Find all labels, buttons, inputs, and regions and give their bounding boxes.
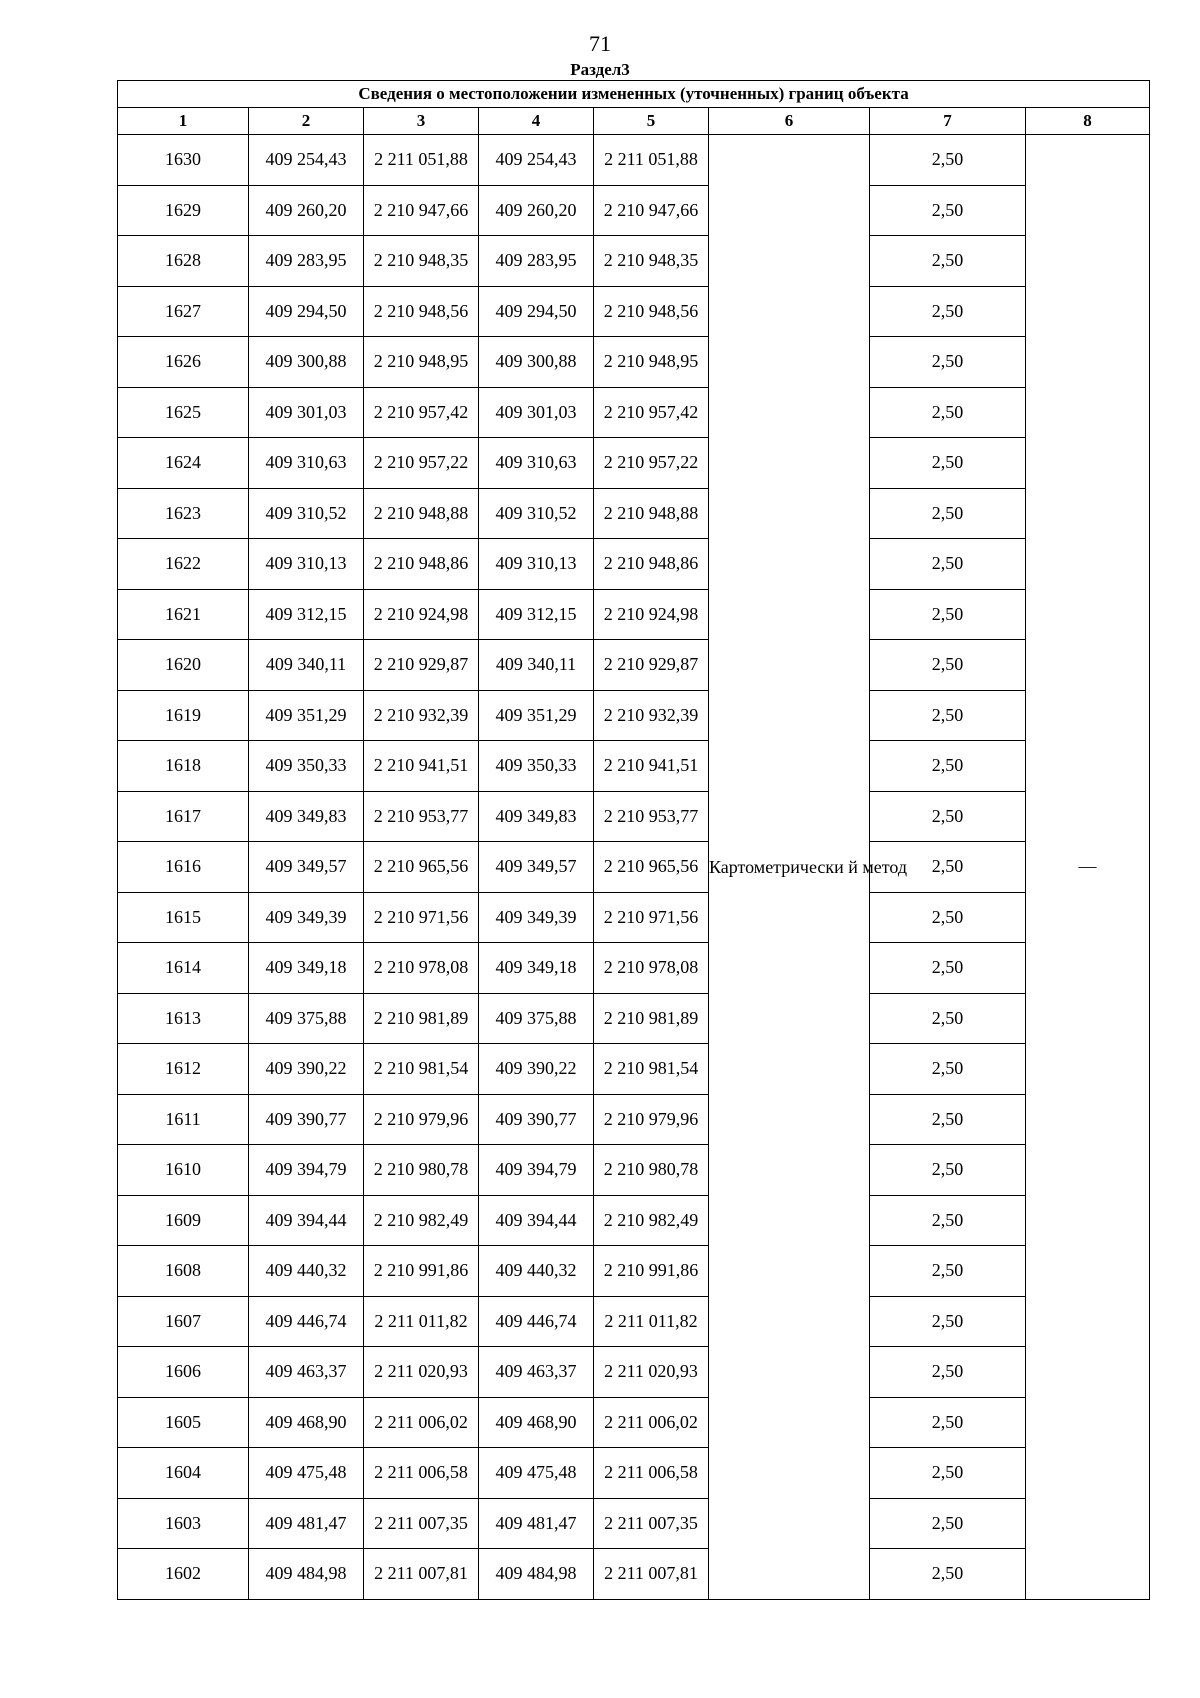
- accuracy-cell: 2,50: [870, 1397, 1026, 1448]
- y-coordinate-refined-cell: 2 211 006,58: [594, 1448, 709, 1499]
- x-coordinate-refined-cell: 409 310,52: [479, 488, 594, 539]
- x-coordinate-refined-cell: 409 349,83: [479, 791, 594, 842]
- column-number-1: 1: [118, 108, 249, 135]
- y-coordinate-refined-cell: 2 210 948,56: [594, 286, 709, 337]
- x-coordinate-cell: 409 475,48: [249, 1448, 364, 1499]
- x-coordinate-refined-cell: 409 468,90: [479, 1397, 594, 1448]
- table-row: [118, 1347, 1150, 1398]
- y-coordinate-cell: 2 210 941,51: [364, 741, 479, 792]
- accuracy-cell: 2,50: [870, 1145, 1026, 1196]
- accuracy-cell: 2,50: [870, 1246, 1026, 1297]
- x-coordinate-refined-cell: 409 390,77: [479, 1094, 594, 1145]
- y-coordinate-refined-cell: 2 210 948,35: [594, 236, 709, 287]
- point-number-cell: 1602: [118, 1549, 249, 1600]
- table-row: [118, 741, 1150, 792]
- table-caption: Сведения о местоположении измененных (уточненных) границ объекта: [118, 81, 1150, 108]
- table-row: [118, 337, 1150, 388]
- x-coordinate-refined-cell: 409 283,95: [479, 236, 594, 287]
- accuracy-cell: 2,50: [870, 1195, 1026, 1246]
- point-number-cell: 1615: [118, 892, 249, 943]
- point-number-cell: 1630: [118, 135, 249, 186]
- y-coordinate-refined-cell: 2 210 953,77: [594, 791, 709, 842]
- x-coordinate-cell: 409 340,11: [249, 640, 364, 691]
- accuracy-cell: 2,50: [870, 1296, 1026, 1347]
- table-row: [118, 1448, 1150, 1499]
- point-number-cell: 1627: [118, 286, 249, 337]
- accuracy-cell: 2,50: [870, 640, 1026, 691]
- accuracy-cell: 2,50: [870, 337, 1026, 388]
- table-body: [118, 135, 1150, 1600]
- y-coordinate-cell: 2 210 957,22: [364, 438, 479, 489]
- column-number-5: 5: [594, 108, 709, 135]
- point-number-cell: 1604: [118, 1448, 249, 1499]
- point-number-cell: 1624: [118, 438, 249, 489]
- point-number-cell: 1609: [118, 1195, 249, 1246]
- table-row: [118, 1549, 1150, 1600]
- page-number: 71: [589, 31, 611, 56]
- y-coordinate-cell: 2 210 981,89: [364, 993, 479, 1044]
- x-coordinate-cell: 409 312,15: [249, 589, 364, 640]
- x-coordinate-cell: 409 468,90: [249, 1397, 364, 1448]
- table-row: [118, 185, 1150, 236]
- table-row: [118, 1145, 1150, 1196]
- accuracy-cell: 2,50: [870, 943, 1026, 994]
- accuracy-cell: 2,50: [870, 135, 1026, 186]
- y-coordinate-refined-cell: 2 210 957,22: [594, 438, 709, 489]
- table-row: [118, 1094, 1150, 1145]
- x-coordinate-cell: 409 294,50: [249, 286, 364, 337]
- column-number-8: 8: [1026, 108, 1150, 135]
- accuracy-cell: 2,50: [870, 1549, 1026, 1600]
- table-row: [118, 943, 1150, 994]
- y-coordinate-cell: 2 210 979,96: [364, 1094, 479, 1145]
- y-coordinate-cell: 2 210 947,66: [364, 185, 479, 236]
- y-coordinate-refined-cell: 2 210 971,56: [594, 892, 709, 943]
- accuracy-cell: 2,50: [870, 438, 1026, 489]
- x-coordinate-refined-cell: 409 300,88: [479, 337, 594, 388]
- x-coordinate-cell: 409 440,32: [249, 1246, 364, 1297]
- y-coordinate-refined-cell: 2 211 007,81: [594, 1549, 709, 1600]
- x-coordinate-refined-cell: 409 312,15: [479, 589, 594, 640]
- accuracy-cell: 2,50: [870, 791, 1026, 842]
- point-number-cell: 1625: [118, 387, 249, 438]
- y-coordinate-cell: 2 211 006,58: [364, 1448, 479, 1499]
- x-coordinate-refined-cell: 409 349,39: [479, 892, 594, 943]
- accuracy-cell: 2,50: [870, 236, 1026, 287]
- y-coordinate-cell: 2 210 981,54: [364, 1044, 479, 1095]
- y-coordinate-refined-cell: 2 210 979,96: [594, 1094, 709, 1145]
- y-coordinate-refined-cell: 2 210 965,56: [594, 842, 709, 893]
- x-coordinate-cell: 409 350,33: [249, 741, 364, 792]
- y-coordinate-refined-cell: 2 210 924,98: [594, 589, 709, 640]
- x-coordinate-refined-cell: 409 440,32: [479, 1246, 594, 1297]
- x-coordinate-cell: 409 300,88: [249, 337, 364, 388]
- y-coordinate-cell: 2 210 980,78: [364, 1145, 479, 1196]
- y-coordinate-refined-cell: 2 210 941,51: [594, 741, 709, 792]
- point-number-cell: 1613: [118, 993, 249, 1044]
- column-number-row: [118, 108, 1150, 135]
- y-coordinate-cell: 2 211 020,93: [364, 1347, 479, 1398]
- x-coordinate-cell: 409 349,83: [249, 791, 364, 842]
- x-coordinate-refined-cell: 409 310,13: [479, 539, 594, 590]
- y-coordinate-refined-cell: 2 211 011,82: [594, 1296, 709, 1347]
- y-coordinate-cell: 2 210 948,56: [364, 286, 479, 337]
- x-coordinate-cell: 409 394,44: [249, 1195, 364, 1246]
- point-number-cell: 1617: [118, 791, 249, 842]
- accuracy-cell: 2,50: [870, 1094, 1026, 1145]
- y-coordinate-refined-cell: 2 210 980,78: [594, 1145, 709, 1196]
- x-coordinate-cell: 409 349,18: [249, 943, 364, 994]
- y-coordinate-cell: 2 210 924,98: [364, 589, 479, 640]
- x-coordinate-cell: 409 301,03: [249, 387, 364, 438]
- point-number-cell: 1629: [118, 185, 249, 236]
- accuracy-cell: 2,50: [870, 1347, 1026, 1398]
- y-coordinate-refined-cell: 2 210 991,86: [594, 1246, 709, 1297]
- table-row: [118, 1246, 1150, 1297]
- y-coordinate-cell: 2 210 932,39: [364, 690, 479, 741]
- accuracy-cell: 2,50: [870, 1044, 1026, 1095]
- point-number-cell: 1618: [118, 741, 249, 792]
- y-coordinate-refined-cell: 2 210 948,95: [594, 337, 709, 388]
- y-coordinate-refined-cell: 2 210 932,39: [594, 690, 709, 741]
- table-row: [118, 1195, 1150, 1246]
- accuracy-cell: 2,50: [870, 286, 1026, 337]
- accuracy-cell: 2,50: [870, 387, 1026, 438]
- column-number-3: 3: [364, 108, 479, 135]
- x-coordinate-refined-cell: 409 484,98: [479, 1549, 594, 1600]
- accuracy-cell: 2,50: [870, 1498, 1026, 1549]
- y-coordinate-cell: 2 210 929,87: [364, 640, 479, 691]
- column-number-7: 7: [870, 108, 1026, 135]
- method-cell: Картометрически й метод: [709, 135, 870, 1600]
- coordinates-table: [117, 80, 1150, 1600]
- x-coordinate-refined-cell: 409 294,50: [479, 286, 594, 337]
- point-number-cell: 1611: [118, 1094, 249, 1145]
- y-coordinate-cell: 2 210 971,56: [364, 892, 479, 943]
- table-row: [118, 589, 1150, 640]
- point-number-cell: 1620: [118, 640, 249, 691]
- table-row: [118, 488, 1150, 539]
- point-number-cell: 1623: [118, 488, 249, 539]
- x-coordinate-refined-cell: 409 349,18: [479, 943, 594, 994]
- point-number-cell: 1622: [118, 539, 249, 590]
- y-coordinate-refined-cell: 2 210 981,54: [594, 1044, 709, 1095]
- table-row: [118, 993, 1150, 1044]
- x-coordinate-refined-cell: 409 349,57: [479, 842, 594, 893]
- x-coordinate-cell: 409 310,52: [249, 488, 364, 539]
- y-coordinate-refined-cell: 2 211 006,02: [594, 1397, 709, 1448]
- x-coordinate-cell: 409 375,88: [249, 993, 364, 1044]
- table-row: [118, 236, 1150, 287]
- accuracy-cell: 2,50: [870, 488, 1026, 539]
- x-coordinate-cell: 409 310,63: [249, 438, 364, 489]
- y-coordinate-refined-cell: 2 210 948,88: [594, 488, 709, 539]
- accuracy-cell: 2,50: [870, 539, 1026, 590]
- point-number-cell: 1607: [118, 1296, 249, 1347]
- y-coordinate-refined-cell: 2 211 007,35: [594, 1498, 709, 1549]
- point-number-cell: 1605: [118, 1397, 249, 1448]
- table-row: [118, 842, 1150, 893]
- accuracy-cell: 2,50: [870, 185, 1026, 236]
- point-number-cell: 1610: [118, 1145, 249, 1196]
- point-number-cell: 1606: [118, 1347, 249, 1398]
- table-row: [118, 539, 1150, 590]
- x-coordinate-cell: 409 310,13: [249, 539, 364, 590]
- x-coordinate-cell: 409 394,79: [249, 1145, 364, 1196]
- y-coordinate-cell: 2 210 957,42: [364, 387, 479, 438]
- y-coordinate-cell: 2 211 007,35: [364, 1498, 479, 1549]
- point-number-cell: 1621: [118, 589, 249, 640]
- point-number-cell: 1616: [118, 842, 249, 893]
- x-coordinate-refined-cell: 409 481,47: [479, 1498, 594, 1549]
- y-coordinate-cell: 2 210 948,35: [364, 236, 479, 287]
- column-number-6: 6: [709, 108, 870, 135]
- accuracy-cell: 2,50: [870, 892, 1026, 943]
- x-coordinate-cell: 409 484,98: [249, 1549, 364, 1600]
- x-coordinate-refined-cell: 409 394,44: [479, 1195, 594, 1246]
- table-row: [118, 640, 1150, 691]
- table-row: [118, 438, 1150, 489]
- table-row: [118, 1296, 1150, 1347]
- accuracy-cell: 2,50: [870, 842, 1026, 893]
- y-coordinate-refined-cell: 2 210 978,08: [594, 943, 709, 994]
- point-number-cell: 1608: [118, 1246, 249, 1297]
- x-coordinate-refined-cell: 409 350,33: [479, 741, 594, 792]
- x-coordinate-cell: 409 446,74: [249, 1296, 364, 1347]
- y-coordinate-cell: 2 210 965,56: [364, 842, 479, 893]
- note-cell: —: [1026, 135, 1150, 1600]
- point-number-cell: 1614: [118, 943, 249, 994]
- column-number-4: 4: [479, 108, 594, 135]
- x-coordinate-refined-cell: 409 301,03: [479, 387, 594, 438]
- accuracy-cell: 2,50: [870, 1448, 1026, 1499]
- table-row: [118, 1498, 1150, 1549]
- table-row: [118, 892, 1150, 943]
- x-coordinate-refined-cell: 409 310,63: [479, 438, 594, 489]
- point-number-cell: 1628: [118, 236, 249, 287]
- x-coordinate-refined-cell: 409 254,43: [479, 135, 594, 186]
- y-coordinate-cell: 2 210 953,77: [364, 791, 479, 842]
- y-coordinate-cell: 2 211 006,02: [364, 1397, 479, 1448]
- x-coordinate-cell: 409 351,29: [249, 690, 364, 741]
- x-coordinate-refined-cell: 409 260,20: [479, 185, 594, 236]
- x-coordinate-cell: 409 283,95: [249, 236, 364, 287]
- x-coordinate-cell: 409 463,37: [249, 1347, 364, 1398]
- y-coordinate-refined-cell: 2 211 051,88: [594, 135, 709, 186]
- table-row: [118, 690, 1150, 741]
- point-number-cell: 1626: [118, 337, 249, 388]
- x-coordinate-refined-cell: 409 351,29: [479, 690, 594, 741]
- x-coordinate-cell: 409 254,43: [249, 135, 364, 186]
- y-coordinate-cell: 2 210 978,08: [364, 943, 479, 994]
- table-row: [118, 791, 1150, 842]
- x-coordinate-refined-cell: 409 394,79: [479, 1145, 594, 1196]
- x-coordinate-cell: 409 260,20: [249, 185, 364, 236]
- table-row: [118, 387, 1150, 438]
- x-coordinate-refined-cell: 409 446,74: [479, 1296, 594, 1347]
- y-coordinate-cell: 2 210 948,95: [364, 337, 479, 388]
- x-coordinate-cell: 409 481,47: [249, 1498, 364, 1549]
- y-coordinate-cell: 2 210 982,49: [364, 1195, 479, 1246]
- x-coordinate-cell: 409 390,22: [249, 1044, 364, 1095]
- point-number-cell: 1612: [118, 1044, 249, 1095]
- x-coordinate-refined-cell: 409 475,48: [479, 1448, 594, 1499]
- x-coordinate-cell: 409 390,77: [249, 1094, 364, 1145]
- y-coordinate-refined-cell: 2 210 948,86: [594, 539, 709, 590]
- column-number-2: 2: [249, 108, 364, 135]
- table-row: [118, 135, 1150, 186]
- accuracy-cell: 2,50: [870, 993, 1026, 1044]
- point-number-cell: 1603: [118, 1498, 249, 1549]
- y-coordinate-refined-cell: 2 210 929,87: [594, 640, 709, 691]
- point-number-cell: 1619: [118, 690, 249, 741]
- y-coordinate-cell: 2 210 948,86: [364, 539, 479, 590]
- y-coordinate-refined-cell: 2 211 020,93: [594, 1347, 709, 1398]
- x-coordinate-refined-cell: 409 463,37: [479, 1347, 594, 1398]
- accuracy-cell: 2,50: [870, 690, 1026, 741]
- x-coordinate-refined-cell: 409 375,88: [479, 993, 594, 1044]
- y-coordinate-cell: 2 211 051,88: [364, 135, 479, 186]
- accuracy-cell: 2,50: [870, 589, 1026, 640]
- section-label: Раздел3: [570, 60, 630, 79]
- y-coordinate-cell: 2 210 948,88: [364, 488, 479, 539]
- y-coordinate-cell: 2 210 991,86: [364, 1246, 479, 1297]
- table-row: [118, 1044, 1150, 1095]
- y-coordinate-refined-cell: 2 210 957,42: [594, 387, 709, 438]
- x-coordinate-cell: 409 349,57: [249, 842, 364, 893]
- x-coordinate-cell: 409 349,39: [249, 892, 364, 943]
- x-coordinate-refined-cell: 409 390,22: [479, 1044, 594, 1095]
- table-row: [118, 286, 1150, 337]
- y-coordinate-cell: 2 211 007,81: [364, 1549, 479, 1600]
- y-coordinate-cell: 2 211 011,82: [364, 1296, 479, 1347]
- y-coordinate-refined-cell: 2 210 982,49: [594, 1195, 709, 1246]
- y-coordinate-refined-cell: 2 210 981,89: [594, 993, 709, 1044]
- y-coordinate-refined-cell: 2 210 947,66: [594, 185, 709, 236]
- table-row: [118, 1397, 1150, 1448]
- accuracy-cell: 2,50: [870, 741, 1026, 792]
- x-coordinate-refined-cell: 409 340,11: [479, 640, 594, 691]
